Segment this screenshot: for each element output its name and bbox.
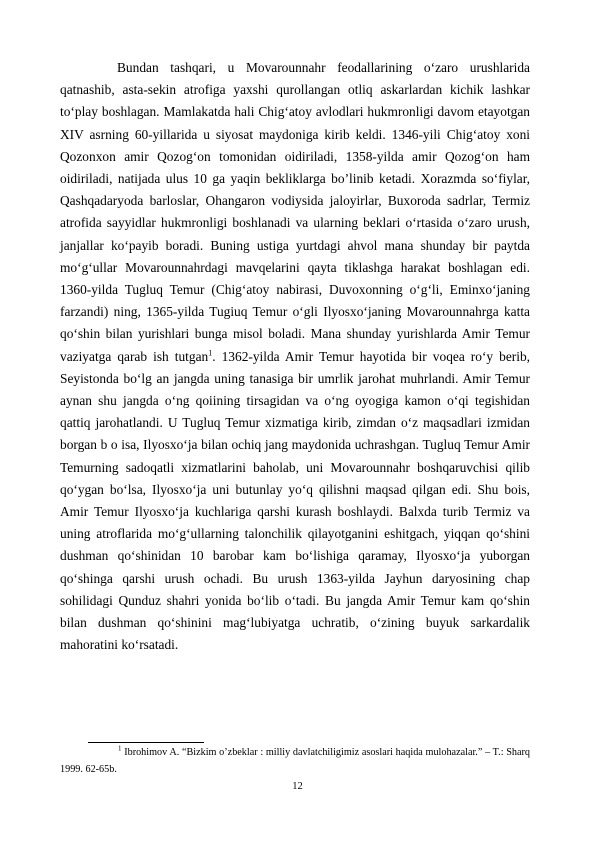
footnote-text: Ibrohimov A. “Bizkim o’zbeklar : milliy davlatchiligimiz asoslari haqida mulohazalar.” – T.: Sharq 1999. 62-65b. (60, 747, 530, 775)
paragraph-text-part2: . 1362-yilda Amir Temur hayotida bir voqea ro‘y berib, Seyistonda bo‘lg an jangda uning tanasiga bir umrlik jarohat muhrlandi. Amir Temur aynan shu jangda o‘ng qoiining tirsagidan va o‘ng oyogiga kamon o‘qi tegishidan qattiq jarohatlandi. U Tugluq Temur xizmatiga kirib, zimdan o‘z maqsadlari izmidan borgan b o isa, Ilyosxo‘ja bilan ochiq jang maydonida uchrashgan. Tugluq Temur Amir Temurning sadoqatli xizmatlarini baholab, uni Movarounnahr boshqaruvchisi qilib qo‘ygan bo‘lsa, Ilyosxo‘ja uni butunlay yo‘q qilishni maqsad qilgan edi. Shu bois, Amir Temur Ilyosxo‘ja kuchlariga qarshi kurash boshlaydi. Balxda turib Termiz va uning atroflarida mo‘g‘ullarning talonchilik qilayotganini eshitgach, yiqqan qo‘shini dushman qo‘shinidan 10 barobar kam bo‘lishiga qaramay, Ilyosxo‘ja yuborgan qo‘shinga qarshi urush ochadi. Bu urush 1363-yilda Jayhun daryosining chap sohilidagi Qunduz shahri yonida bo‘lib o‘tadi. Bu jangda Amir Temur kam qo‘shin bilan dushman qo‘shinini mag‘lubiyatga uchratib, o‘zining buyuk sarkardalik mahoratini ko‘rsatadi. (60, 348, 531, 653)
paragraph-text-part1: Bundan tashqari, u Movarounnahr feodallarining o‘zaro urushlarida qatnashib, asta-sekin atrofiga yaxshi qurollangan otliq askarlardan kichik lashkar to‘play boshlagan. Mamlakatda hali Chig‘atoy avlodlari hukmronligi davom etayotgan XIV asrning 60-yillarida u siyosat maydoniga kirib keldi. 1346-yili Chig‘atoy xoni Qozonxon amir Qozog‘on tomonidan oidiriladi, 1358-yilda amir Qozog‘on ham oidiriladi, natijada ulus 10 ga yaqin bekliklarga bo’linib ketadi. Xorazmda so‘fiylar, Qashqadaryoda barloslar, Ohangaron vodiysida jaloyirlar, Buxoroda sadrlar, Termiz atrofida sayyidlar hukmronligi boshlanadi va ularning beklari o‘rtasida o‘zaro urush, janjallar ko‘payib boradi. Buning ustiga yurtdagi ahvol mana shunday bir paytda mo‘g‘ullar Movarounnahrdagi mavqelarini qayta tiklashga harakat boshlagan edi. 1360-yilda Tugluq Temur (Chig‘atoy nabirasi, Duvoxonning o‘g‘li, Eminxo‘janing farzandi) ning, 1365-yilda Tugiuq Temur o‘gli Ilyosxo‘janing Movarounnahrga katta qo‘shin bilan yurishlari bunga misol boladi. Mana shunday yurishlarda Amir Temur vaziyatga qarab ish tutgan (60, 60, 530, 364)
page-body (60, 57, 530, 656)
footnote-reference: 1 (208, 348, 213, 358)
footnote-number: 1 (118, 744, 122, 753)
footnote (60, 745, 530, 778)
main-paragraph (60, 57, 530, 656)
footnote-separator (88, 742, 204, 743)
page-number: 12 (292, 781, 303, 792)
